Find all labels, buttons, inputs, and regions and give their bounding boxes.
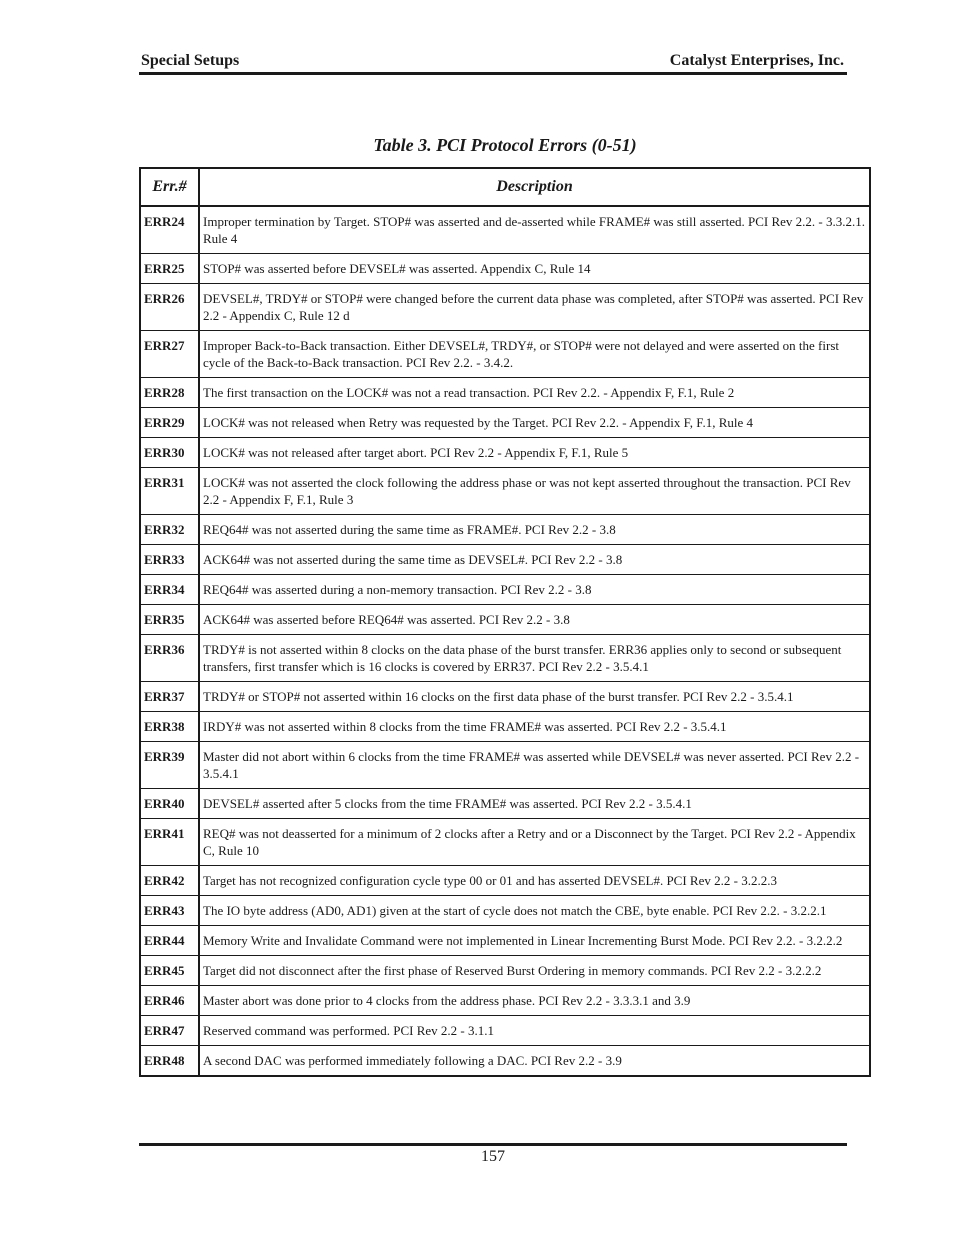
table-row xyxy=(140,896,870,926)
error-code: ERR25 xyxy=(140,254,199,284)
column-header-err-number: Err.# xyxy=(140,168,199,206)
error-code: ERR30 xyxy=(140,438,199,468)
error-code: ERR31 xyxy=(140,468,199,515)
table-row xyxy=(140,206,870,254)
error-description: LOCK# was not asserted the clock following the address phase or was not kept asserted throughout the transaction. PCI Rev 2.2 - Appendix F, F.1, Rule 3 xyxy=(199,468,870,515)
error-code: ERR47 xyxy=(140,1016,199,1046)
header-section-title: Special Setups xyxy=(141,52,240,69)
error-description: Target has not recognized configuration cycle type 00 or 01 and has asserted DEVSEL#. PCI Rev 2.2 - 3.2.2.3 xyxy=(199,866,870,896)
error-code: ERR38 xyxy=(140,712,199,742)
error-description: TRDY# or STOP# not asserted within 16 clocks on the first data phase of the burst transfer. PCI Rev 2.2 - 3.5.4.1 xyxy=(199,682,870,712)
error-description: Master abort was done prior to 4 clocks from the address phase. PCI Rev 2.2 - 3.3.3.1 and 3.9 xyxy=(199,986,870,1016)
error-description: Improper termination by Target. STOP# was asserted and de-asserted while FRAME# was still asserted. PCI Rev 2.2. - 3.3.2.1. Rule 4 xyxy=(199,206,870,254)
table-row xyxy=(140,635,870,682)
error-code: ERR42 xyxy=(140,866,199,896)
table-row xyxy=(140,1016,870,1046)
error-code: ERR29 xyxy=(140,408,199,438)
error-code: ERR45 xyxy=(140,956,199,986)
table-body xyxy=(140,206,870,1076)
error-description: TRDY# is not asserted within 8 clocks on the data phase of the burst transfer. ERR36 applies only to second or subsequent transfers, first transfer which is 16 clocks is covered by ERR37. PCI Rev 2.2 - 3.5.4.1 xyxy=(199,635,870,682)
table-row xyxy=(140,545,870,575)
table-row xyxy=(140,515,870,545)
error-code: ERR46 xyxy=(140,986,199,1016)
error-code: ERR39 xyxy=(140,742,199,789)
error-code: ERR24 xyxy=(140,206,199,254)
error-description: The IO byte address (AD0, AD1) given at the start of cycle does not match the CBE, byte enable. PCI Rev 2.2. - 3.2.2.1 xyxy=(199,896,870,926)
table-row xyxy=(140,819,870,866)
error-description: LOCK# was not released when Retry was requested by the Target. PCI Rev 2.2. - Appendix F, F.1, Rule 4 xyxy=(199,408,870,438)
error-code: ERR33 xyxy=(140,545,199,575)
error-code: ERR41 xyxy=(140,819,199,866)
table-row xyxy=(140,575,870,605)
error-code: ERR35 xyxy=(140,605,199,635)
table-row xyxy=(140,956,870,986)
page-number: 157 xyxy=(481,1148,505,1165)
table-row xyxy=(140,408,870,438)
table-row xyxy=(140,742,870,789)
error-description: Target did not disconnect after the first phase of Reserved Burst Ordering in memory commands. PCI Rev 2.2 - 3.2.2.2 xyxy=(199,956,870,986)
error-description: Improper Back-to-Back transaction. Either DEVSEL#, TRDY#, or STOP# were not delayed and were asserted on the first cycle of the Back-to-Back transaction. PCI Rev 2.2. - 3.4.2. xyxy=(199,331,870,378)
table-row xyxy=(140,331,870,378)
table-row xyxy=(140,986,870,1016)
error-description: A second DAC was performed immediately following a DAC. PCI Rev 2.2 - 3.9 xyxy=(199,1046,870,1077)
error-description: Reserved command was performed. PCI Rev 2.2 - 3.1.1 xyxy=(199,1016,870,1046)
error-description: REQ64# was asserted during a non-memory transaction. PCI Rev 2.2 - 3.8 xyxy=(199,575,870,605)
error-description: Master did not abort within 6 clocks from the time FRAME# was asserted while DEVSEL# was never asserted. PCI Rev 2.2 - 3.5.4.1 xyxy=(199,742,870,789)
table-row xyxy=(140,866,870,896)
error-code: ERR37 xyxy=(140,682,199,712)
error-code: ERR36 xyxy=(140,635,199,682)
table-title: Table 3. PCI Protocol Errors (0-51) xyxy=(373,135,637,155)
error-description: ACK64# was not asserted during the same time as DEVSEL#. PCI Rev 2.2 - 3.8 xyxy=(199,545,870,575)
error-description: DEVSEL#, TRDY# or STOP# were changed before the current data phase was completed, after STOP# was asserted. PCI Rev 2.2 - Appendix C, Rule 12 d xyxy=(199,284,870,331)
table-row xyxy=(140,254,870,284)
table-row xyxy=(140,789,870,819)
table-row xyxy=(140,438,870,468)
error-code: ERR27 xyxy=(140,331,199,378)
error-description: ACK64# was asserted before REQ64# was asserted. PCI Rev 2.2 - 3.8 xyxy=(199,605,870,635)
error-code: ERR40 xyxy=(140,789,199,819)
error-description: Memory Write and Invalidate Command were not implemented in Linear Incrementing Burst Mode. PCI Rev 2.2. - 3.2.2.2 xyxy=(199,926,870,956)
table-row xyxy=(140,1046,870,1077)
error-description: REQ64# was not asserted during the same time as FRAME#. PCI Rev 2.2 - 3.8 xyxy=(199,515,870,545)
table-row xyxy=(140,468,870,515)
error-code: ERR48 xyxy=(140,1046,199,1077)
table-row xyxy=(140,682,870,712)
pci-errors-table xyxy=(139,167,871,1077)
column-header-description: Description xyxy=(199,168,870,206)
table-row xyxy=(140,926,870,956)
error-code: ERR34 xyxy=(140,575,199,605)
table-row xyxy=(140,605,870,635)
table-row xyxy=(140,284,870,331)
error-description: IRDY# was not asserted within 8 clocks from the time FRAME# was asserted. PCI Rev 2.2 - 3.5.4.1 xyxy=(199,712,870,742)
error-code: ERR32 xyxy=(140,515,199,545)
error-description: The first transaction on the LOCK# was not a read transaction. PCI Rev 2.2. - Appendix F, F.1, Rule 2 xyxy=(199,378,870,408)
table-row xyxy=(140,712,870,742)
error-description: DEVSEL# asserted after 5 clocks from the time FRAME# was asserted. PCI Rev 2.2 - 3.5.4.1 xyxy=(199,789,870,819)
error-code: ERR43 xyxy=(140,896,199,926)
error-description: REQ# was not deasserted for a minimum of 2 clocks after a Retry and or a Disconnect by the Target. PCI Rev 2.2 - Appendix C, Rule 10 xyxy=(199,819,870,866)
header-divider xyxy=(139,72,847,75)
error-description: LOCK# was not released after target abort. PCI Rev 2.2 - Appendix F, F.1, Rule 5 xyxy=(199,438,870,468)
error-code: ERR28 xyxy=(140,378,199,408)
table-header-row xyxy=(140,168,870,206)
error-description: STOP# was asserted before DEVSEL# was asserted. Appendix C, Rule 14 xyxy=(199,254,870,284)
header-company-name: Catalyst Enterprises, Inc. xyxy=(669,52,844,69)
error-code: ERR26 xyxy=(140,284,199,331)
error-code: ERR44 xyxy=(140,926,199,956)
table-row xyxy=(140,378,870,408)
footer-divider xyxy=(139,1143,847,1146)
